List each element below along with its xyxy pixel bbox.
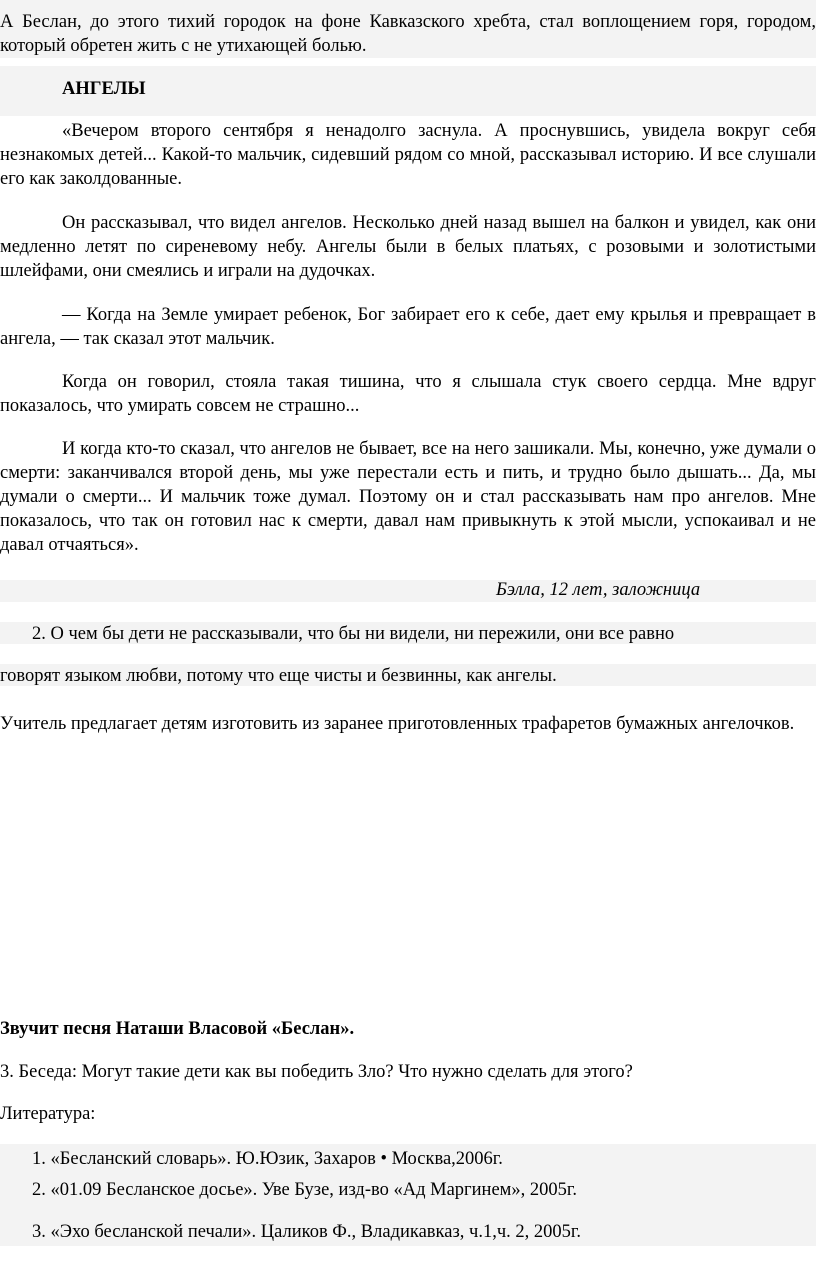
story-signature: Бэлла, 12 лет, заложница — [496, 580, 701, 600]
story-paragraph: И когда кто-то сказал, что ангелов не бывает, все на него зашикали. Мы, конечно, уже думали о смерти: заканчивался второй день, мы уже перестали есть и пить, и трудно было дышать... Да, мы думали о смерти... И мальчик тоже думал. Поэтому он и стал рассказывать нам про ангелов. Мне показалось, что так он готовил нас к смерти, давал нам привыкнуть к этой мысли, успокаивал и не давал отчаяться». — [0, 439, 816, 555]
literature-item: 1. «Бесланский словарь». Ю.Юзик, Захаров • Москва,2006г. — [32, 1149, 503, 1169]
story-paragraph: «Вечером второго сентября я ненадолго заснула. А проснувшись, увидела вокруг себя незнакомых детей... Какой-то мальчик, сидевший рядом со мной, рассказывал историю. И все слушали его как заколдованные. — [0, 121, 816, 189]
point-2-line-1: 2. О чем бы дети не рассказывали, что бы ни видели, ни пережили, они все равно — [32, 624, 675, 644]
song-announcement: Звучит песня Наташи Власовой «Беслан». — [0, 1019, 355, 1039]
literature-item: 3. «Эхо бесланской печали». Цаликов Ф., Владикавказ, ч.1,ч. 2, 2005г. — [32, 1222, 582, 1242]
story-paragraph: — Когда на Земле умирает ребенок, Бог забирает его к себе, дает ему крылья и превращает в ангела, — так сказал этот мальчик. — [0, 305, 816, 349]
story-heading: АНГЕЛЫ — [62, 79, 146, 99]
point-3-discussion: 3. Беседа: Могут такие дети как вы победить Зло? Что нужно сделать для этого? — [0, 1062, 633, 1082]
literature-title: Литература: — [0, 1104, 96, 1124]
story-paragraph: Когда он говорил, стояла такая тишина, что я слышала стук своего сердца. Мне вдруг показалось, что умирать совсем не страшно... — [0, 372, 816, 416]
point-2-line-2: говорят языком любви, потому что еще чисты и безвинны, как ангелы. — [0, 666, 557, 686]
literature-item: 2. «01.09 Бесланское досье». Уве Бузе, изд-во «Ад Маргинем», 2005г. — [32, 1180, 577, 1200]
intro-paragraph: А Беслан, до этого тихий городок на фоне Кавказского хребта, стал воплощением горя, городом, который обретен жить с не утихающей болью. — [0, 12, 816, 56]
teacher-task: Учитель предлагает детям изготовить из заранее приготовленных трафаретов бумажных ангелочков. — [0, 714, 795, 734]
story-paragraph: Он рассказывал, что видел ангелов. Несколько дней назад вышел на балкон и увидел, как они медленно летят по сиреневому небу. Ангелы были в белых платьях, с розовыми и золотистыми шлейфами, они смеялись и играли на дудочках. — [0, 213, 816, 281]
